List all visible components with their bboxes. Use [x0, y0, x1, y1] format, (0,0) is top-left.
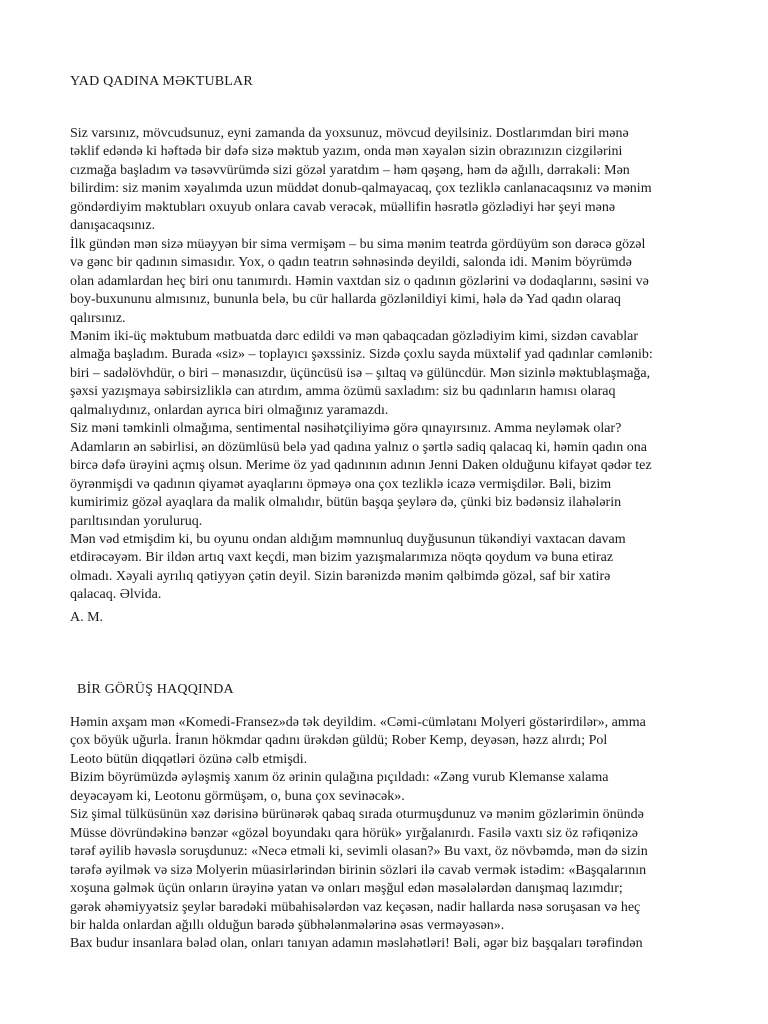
text-line: bir halda onlardan ağıllı olduğun barədə şübhələnmələrinə əsas verməyəsən».: [70, 917, 505, 933]
text-line: kumirimiz gözəl ayaqlara da malik olmalıdır, bütün başqa şeylərə də, çünki biz bədənsiz ilahələrin: [70, 495, 622, 511]
text-line: almağa başladım. Burada «siz» – toplayıcı şəxssiniz. Sizdə çoxlu sayda müxtəlif yad qadınlar cəmlənib:: [70, 347, 653, 363]
text-line: xoşuna gəlmək üçün onların ürəyinə yatan və onları məşğul edən məsələlərdən danışmaq lazımdır;: [70, 881, 623, 897]
text-line: Bax budur insanlara bələd olan, onları tanıyan adamın məsləhətləri! Bəli, əgər biz başqaları tərəfindən: [70, 936, 643, 952]
essay-title: BİR GÖRÜŞ HAQQINDA: [77, 682, 234, 697]
text-line: deyəcəyəm ki, Leotonu görmüşəm, o, buna çox sevinəcək».: [70, 788, 405, 804]
text-line: və gənc bir qadının simasıdır. Yox, o qadın teatrın səhnəsində deyildi, salonda idi. Mənim böyrümdə: [70, 255, 632, 271]
signature: A. M.: [70, 610, 104, 625]
text-line: tərəfə əyilmək və sizə Molyerin müasirlərindən birinin sözləri ilə cavab vermək istədim: «Başqalarının: [70, 862, 647, 878]
text-line: Mənim iki-üç məktubum mətbuatda dərc edildi və mən qabaqcadan gözlədiyim kimi, sizdən cavablar: [70, 328, 638, 344]
text-line: göndərdiyim məktubları oxuyub onlara cavab verəcək, müəllifin həsrətlə gözlədiyi hər şeyi mənə: [70, 199, 616, 215]
text-line: cızmağa başladım və təsəvvürümdə sizi gözəl yaratdım – həm qəşəng, həm də ağıllı, dərrakəli: Mən: [70, 162, 630, 178]
text-line: gərək əhəmiyyətsiz şeylər barədəki mübahisələrdən vaz keçəsən, nadir hallarda nəsə soruşasan və heç: [70, 899, 641, 915]
text-line: İlk gündən mən sizə müəyyən bir sima vermişəm – bu sima mənim teatrda gördüyüm son dərəcə gözəl: [70, 236, 646, 252]
text-line: Leoto bütün diqqətləri özünə cəlb etmişdi.: [70, 751, 308, 767]
text-line: qalacaq. Əlvida.: [70, 587, 162, 603]
text-line: Mən vəd etmişdim ki, bu oyunu ondan aldığım məmnunluq duyğusunun tükəndiyi vaxtacan davam: [70, 531, 626, 547]
essay-body: [70, 714, 710, 954]
letter-title: YAD QADINA MƏKTUBLAR: [70, 74, 253, 89]
text-line: bilirdim: siz mənim xəyalımda uzun müddət donub-qalmayacaq, çox tezliklə canlanacaqsınız və mənim: [70, 181, 652, 197]
text-line: şəxsi yazışmaya səbirsizliklə can atırdım, amma özümü saxladım: siz bu qadınların hamısı olaraq: [70, 384, 616, 400]
text-line: təklif edəndə ki həftədə bir dəfə sizə məktub yazım, onda mən xəyalən sizin obrazınızın cizgilərini: [70, 144, 623, 160]
text-line: olan adamlardan heç biri onu tanımırdı. Həmin vaxtdan siz o qadının gözlərini və dodaqlarını, səsini və: [70, 273, 649, 289]
text-line: biri – sadəlövhdür, o biri – mənasızdır, üçüncüsü isə – şıltaq və gülüncdür. Mən sizinlə məktublaşmağa,: [70, 365, 651, 381]
text-line: Bizim böyrümüzdə əyləşmiş xanım öz ərinin qulağına pıçıldadı: «Zəng vurub Klemanse xalama: [70, 770, 609, 786]
letter-body: [70, 125, 710, 605]
text-line: parıltısından yoruluruq.: [70, 513, 203, 529]
text-line: qalırsınız.: [70, 310, 126, 326]
text-line: olmadı. Xəyali ayrılıq qətiyyən çətin deyil. Sizin barənizdə mənim qəlbimdə gözəl, saf bir xatirə: [70, 568, 611, 584]
text-line: qalmalıydınız, onlardan ayrıca biri olmağınız yaramazdı.: [70, 402, 389, 418]
text-line: Adamların ən səbirlisi, ən dözümlüsü belə yad qadına yalnız o şərtlə sadiq qalacaq ki, həmin qadın ona: [70, 439, 647, 455]
text-line: öyrənmişdi və qadının qiyamət ayaqlarını öpməyə ona çox tezliklə icazə vermişdilər. Bəli, bizim: [70, 476, 612, 492]
text-line: Müsse dövründəkinə bənzər «gözəl boyundakı qara hörük» yırğalanırdı. Fasilə vaxtı siz öz rəfiqənizə: [70, 825, 638, 841]
text-line: danışacaqsınız.: [70, 218, 156, 234]
text-line: çox böyük uğurla. İranın hökmdar qadını ürəkdən güldü; Rober Kemp, deyəsən, həzz alırdı; Pol: [70, 733, 608, 749]
text-line: Siz varsınız, mövcudsunuz, eyni zamanda da yoxsunuz, mövcud deyilsiniz. Dostlarımdan biri mənə: [70, 126, 629, 141]
text-line: bircə dəfə ürəyini açmış olsun. Merime öz yad qadınının adının Jenni Daken olduğunu kifayət qədər tez: [70, 458, 652, 474]
text-line: Siz şimal tülküsünün xəz dərisinə bürünərək qabaq sırada oturmuşdunuz və mənim gözlərimin önündə: [70, 807, 644, 823]
text-line: Həmin axşam mən «Komedi-Fransez»də tək deyildim. «Cəmi-cümlətanı Molyeri göstərirdilər», amma: [70, 715, 646, 730]
text-line: tərəf əyilib həvəslə soruşdunuz: «Necə etməli ki, sevimli olasan?» Bu vaxt, öz növbəmdə, mən də sizin: [70, 844, 648, 860]
text-line: Siz məni təmkinli olmağıma, sentimental nəsihətçiliyimə görə qınayırsınız. Amma neyləmək olar?: [70, 421, 622, 437]
text-line: boy-buxununu almısınız, bununla belə, bu cür hallarda gözlənildiyi kimi, hələ də Yad qadın olaraq: [70, 292, 621, 308]
text-line: etdirəcəyəm. Bir ildən artıq vaxt keçdi, mən bizim yazışmalarımıza nöqtə qoydum və buna etiraz: [70, 550, 614, 566]
